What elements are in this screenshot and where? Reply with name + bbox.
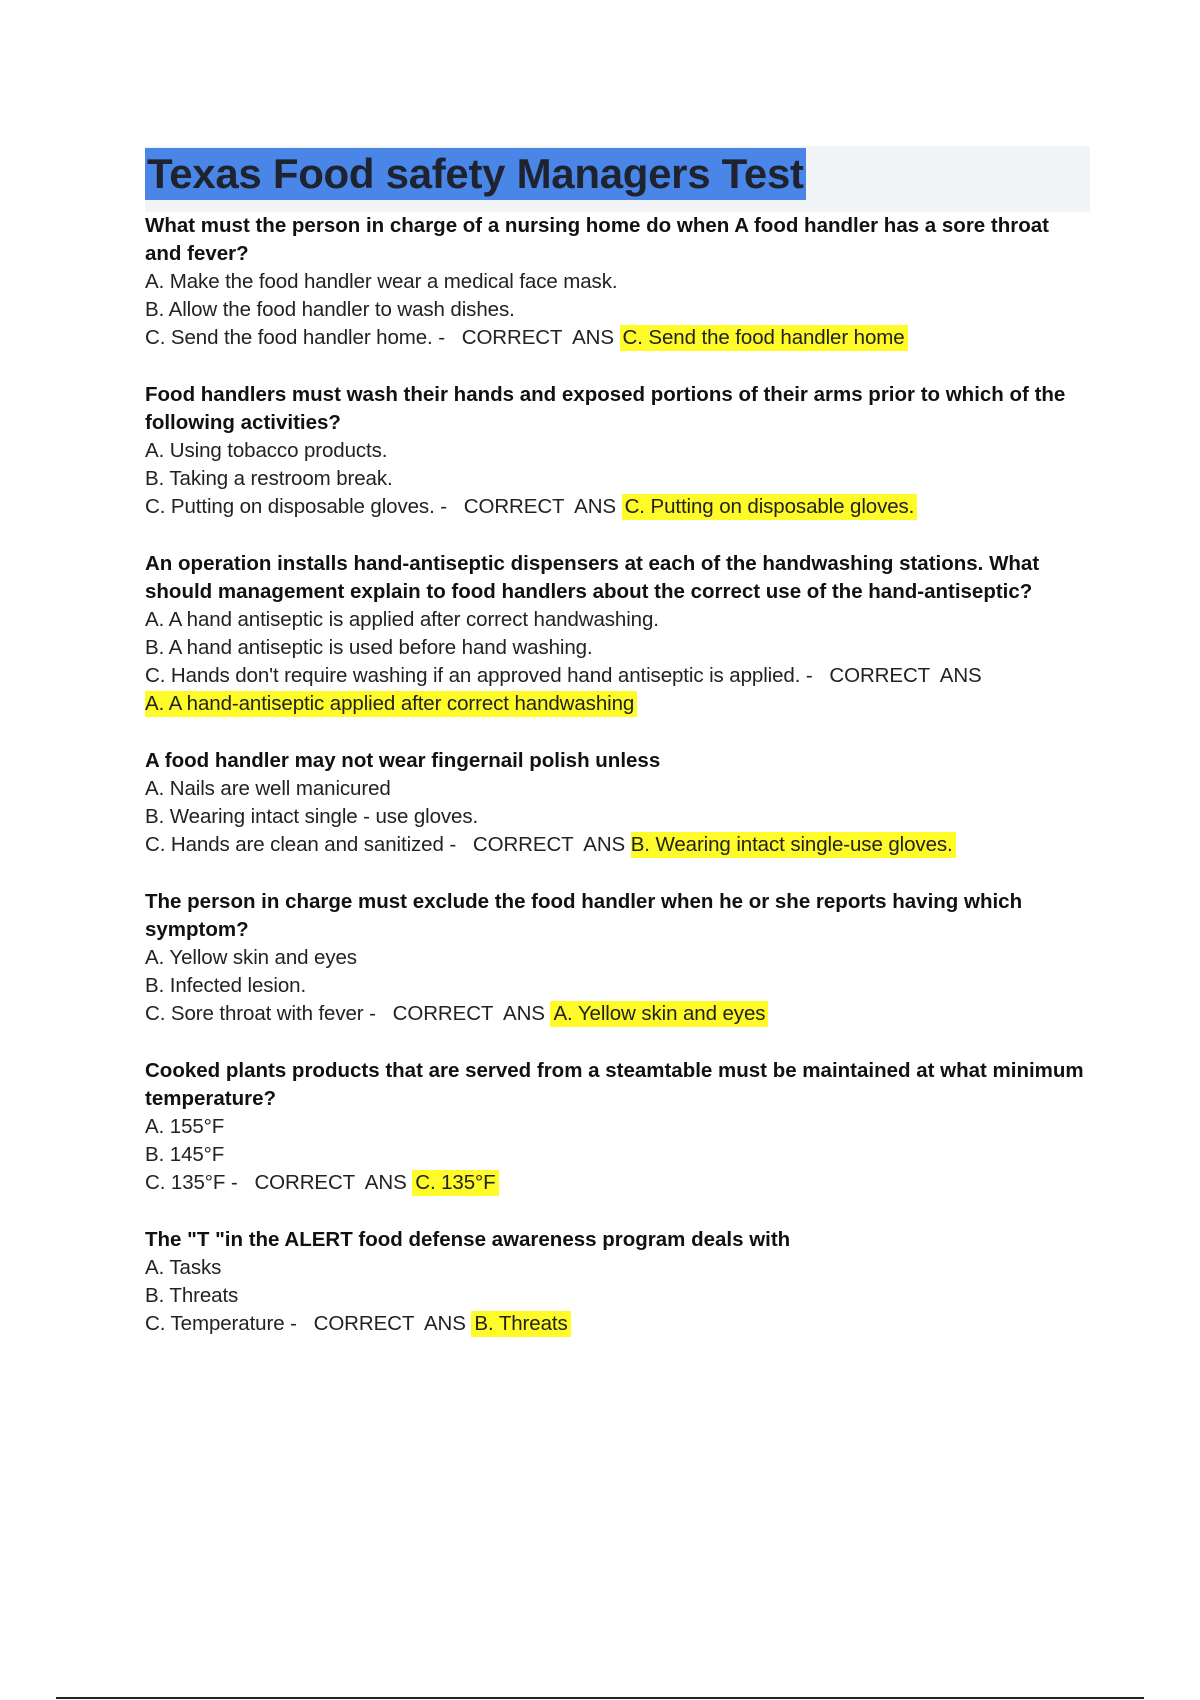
option-c-with-answer xyxy=(145,662,1090,690)
question-block xyxy=(145,212,1090,352)
answer-separator: - xyxy=(800,664,830,687)
question-block xyxy=(145,888,1090,1028)
answer-separator: - xyxy=(284,1312,314,1335)
option-c-with-answer xyxy=(145,1310,1090,1338)
option-a: A. 155°F xyxy=(145,1115,225,1138)
option-b: B. Allow the food handler to wash dishes. xyxy=(145,298,515,321)
option-c: C. Sore throat with fever xyxy=(145,1002,364,1025)
option-a: A. Nails are well manicured xyxy=(145,777,391,800)
correct-answer-highlight: C. Send the food handler home xyxy=(620,325,908,351)
question-text: The person in charge must exclude the food handler when he or she reports having which symptom? xyxy=(145,890,1023,941)
option-a: A. A hand antiseptic is applied after correct handwashing. xyxy=(145,608,659,631)
option-c: C. Hands don't require washing if an approved hand antiseptic is applied. xyxy=(145,664,801,687)
question-text: A food handler may not wear fingernail polish unless xyxy=(145,749,661,772)
answer-line xyxy=(145,690,1090,718)
correct-answer-label: CORRECT ANS xyxy=(461,326,620,349)
option-b: B. Threats xyxy=(145,1284,239,1307)
correct-answer-highlight: C. Putting on disposable gloves. xyxy=(622,494,918,520)
option-c-with-answer xyxy=(145,1169,1090,1197)
question-list xyxy=(145,212,1090,1338)
answer-separator: - xyxy=(434,495,464,518)
answer-separator: - xyxy=(363,1002,393,1025)
option-c-with-answer xyxy=(145,831,1090,859)
question-block xyxy=(145,1057,1090,1197)
correct-answer-label: CORRECT ANS xyxy=(463,495,622,518)
option-b: B. Wearing intact single - use gloves. xyxy=(145,805,479,828)
option-a: A. Make the food handler wear a medical face mask. xyxy=(145,270,618,293)
option-c: C. Putting on disposable gloves. xyxy=(145,495,435,518)
footer-divider xyxy=(56,1697,1144,1699)
correct-answer-highlight: B. Threats xyxy=(471,1311,570,1337)
option-c: C. Hands are clean and sanitized xyxy=(145,833,444,856)
page-title: Texas Food safety Managers Test xyxy=(145,148,806,200)
option-c: C. Temperature xyxy=(145,1312,285,1335)
correct-answer-label: CORRECT ANS xyxy=(254,1171,413,1194)
option-a: A. Using tobacco products. xyxy=(145,439,388,462)
correct-answer-label: CORRECT ANS xyxy=(313,1312,472,1335)
question-block xyxy=(145,747,1090,859)
option-c-with-answer xyxy=(145,324,1090,352)
option-b: B. A hand antiseptic is used before hand washing. xyxy=(145,636,593,659)
question-text: Cooked plants products that are served from a steamtable must be maintained at what minimum temperature? xyxy=(145,1059,1084,1110)
option-b: B. 145°F xyxy=(145,1143,225,1166)
answer-separator: - xyxy=(432,326,462,349)
correct-answer-highlight: A. A hand-antiseptic applied after correct handwashing xyxy=(145,691,637,717)
answer-separator: - xyxy=(443,833,473,856)
question-block xyxy=(145,550,1090,718)
question-text: Food handlers must wash their hands and exposed portions of their arms prior to which of the following activities? xyxy=(145,383,1066,434)
option-c: C. 135°F xyxy=(145,1171,226,1194)
correct-answer-highlight: B. Wearing intact single-use gloves. xyxy=(631,832,956,858)
option-b: B. Infected lesion. xyxy=(145,974,307,997)
correct-answer-label: CORRECT ANS xyxy=(829,664,988,687)
question-block xyxy=(145,1226,1090,1338)
correct-answer-highlight: C. 135°F xyxy=(412,1170,498,1196)
option-c-with-answer xyxy=(145,1000,1090,1028)
option-a: A. Yellow skin and eyes xyxy=(145,946,357,969)
answer-separator: - xyxy=(225,1171,255,1194)
correct-answer-label: CORRECT ANS xyxy=(392,1002,551,1025)
option-c-with-answer xyxy=(145,493,1090,521)
option-a: A. Tasks xyxy=(145,1256,222,1279)
title-band xyxy=(145,146,1090,212)
correct-answer-highlight: A. Yellow skin and eyes xyxy=(550,1001,768,1027)
question-text: What must the person in charge of a nursing home do when A food handler has a sore throat and fever? xyxy=(145,214,1049,265)
option-c: C. Send the food handler home. xyxy=(145,326,433,349)
question-block xyxy=(145,381,1090,521)
question-text: An operation installs hand-antiseptic dispensers at each of the handwashing stations. What should management explain to food handlers about the correct use of the hand-antiseptic? xyxy=(145,552,1040,603)
option-b: B. Taking a restroom break. xyxy=(145,467,393,490)
question-text: The "T "in the ALERT food defense awareness program deals with xyxy=(145,1228,791,1251)
document-page xyxy=(145,146,1090,1367)
correct-answer-label: CORRECT ANS xyxy=(472,833,631,856)
